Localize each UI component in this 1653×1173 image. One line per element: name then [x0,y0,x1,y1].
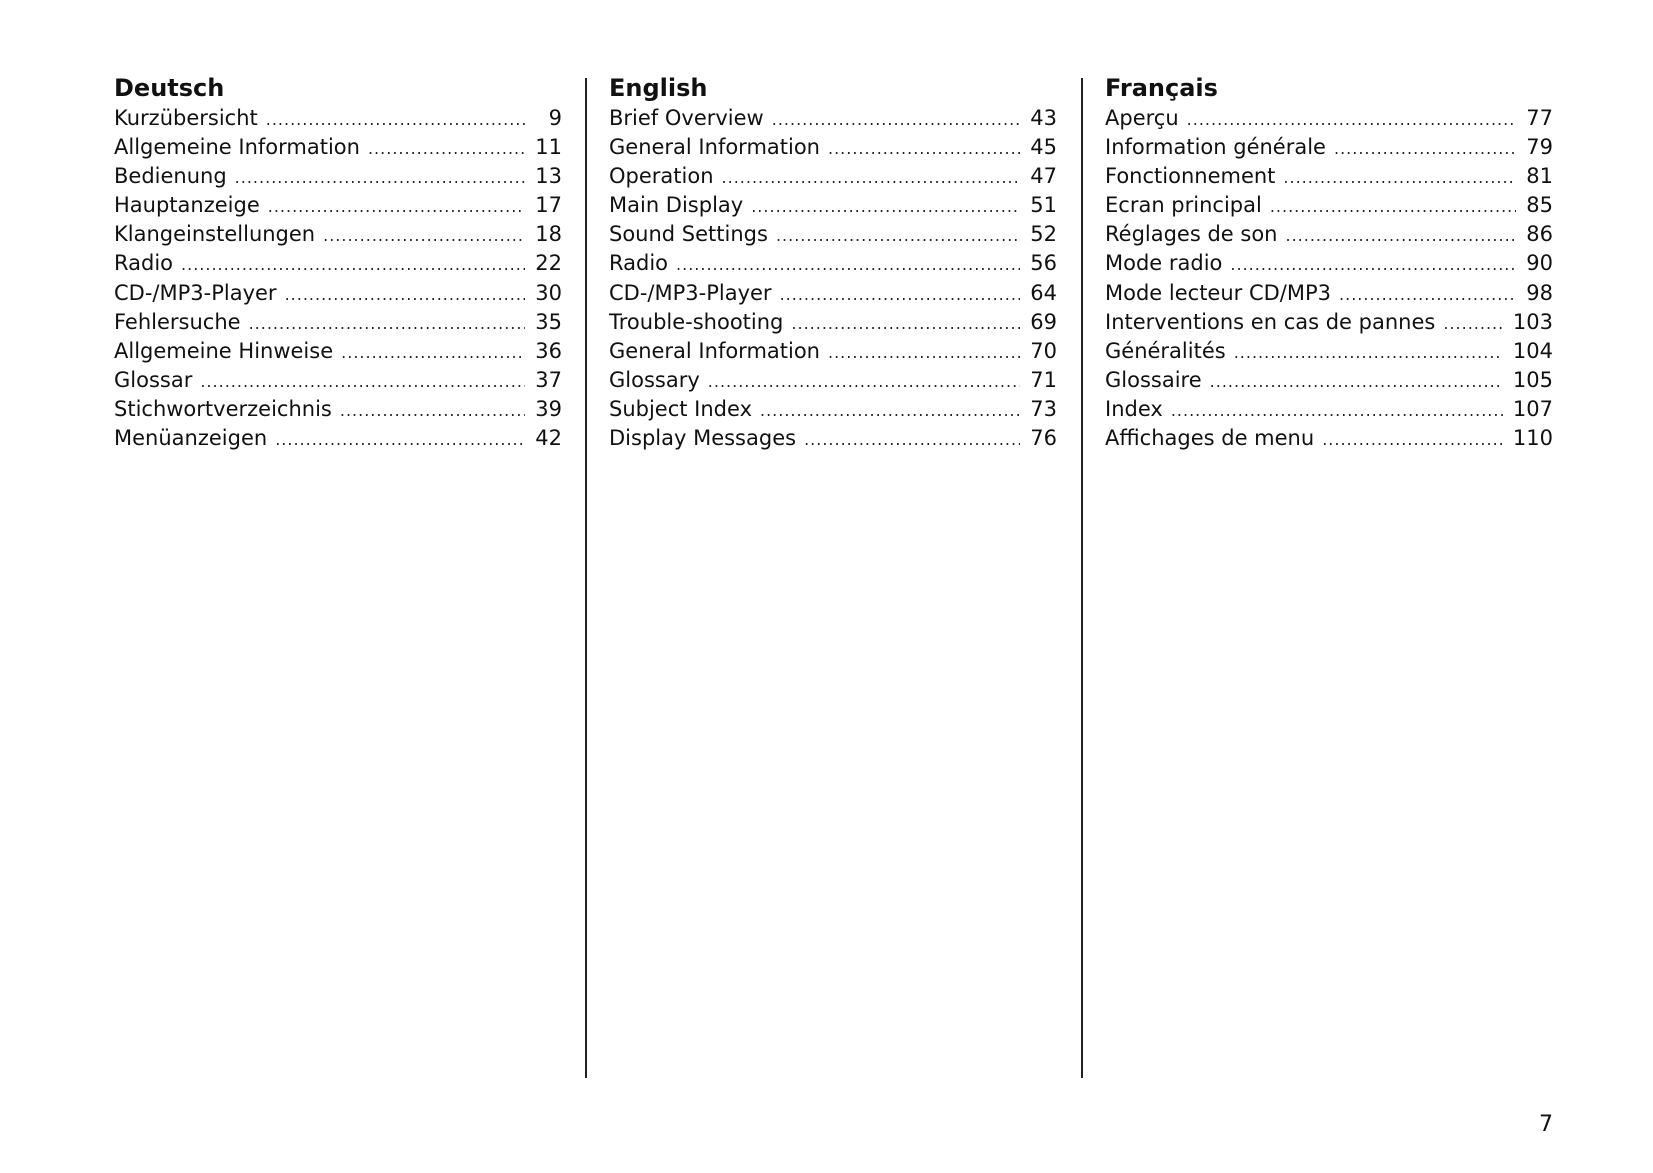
toc-entry-page: 81 [1526,164,1553,189]
dot-leader [804,425,1020,454]
toc-entry-label: Réglages de son [1105,222,1278,247]
toc-entry[interactable] [609,249,1057,278]
toc-entry[interactable] [609,395,1057,424]
dot-leader [828,134,1020,163]
dot-leader [1230,250,1516,279]
toc-entry-page: 86 [1526,222,1553,247]
dot-leader [323,221,525,250]
toc-entry-label: Main Display [609,193,744,218]
toc-entry[interactable] [114,249,562,278]
toc-entry[interactable] [1105,308,1553,337]
toc-entry-label: Radio [114,251,174,276]
toc-entry-page: 69 [1030,309,1057,334]
toc-entry[interactable] [114,395,562,424]
toc-entry[interactable] [114,220,562,249]
toc-entry-label: General Information [609,338,820,363]
toc-entry[interactable] [1105,279,1553,308]
toc-entry[interactable] [609,220,1057,249]
toc-entry-label: Sound Settings [609,222,768,247]
toc-entry-page: 51 [1030,193,1057,218]
toc-entry[interactable] [609,366,1057,395]
toc-entry-page: 85 [1526,193,1553,218]
dot-leader [249,309,526,338]
dot-leader [1334,134,1516,163]
toc-entry-page: 13 [535,164,562,189]
toc-entry-page: 17 [535,193,562,218]
toc-entry-label: Hauptanzeige [114,193,260,218]
dot-leader [200,367,525,396]
page-number: 7 [1539,1112,1553,1137]
toc-column-english [609,72,1057,453]
dot-leader [1187,105,1517,134]
toc-entry-page: 105 [1512,367,1553,392]
toc-entry[interactable] [609,308,1057,337]
dot-leader [340,396,525,425]
dot-leader [268,192,526,221]
toc-entry[interactable] [114,366,562,395]
toc-entry[interactable] [114,191,562,220]
toc-entry-page: 103 [1512,309,1553,334]
toc-entry-page: 30 [535,280,562,305]
toc-entry-label: Glossaire [1105,367,1202,392]
toc-entry-label: CD-/MP3-Player [114,280,277,305]
dot-leader [760,396,1020,425]
toc-entry-page: 47 [1030,164,1057,189]
toc-entry-page: 36 [535,338,562,363]
toc-entry-page: 70 [1030,338,1057,363]
toc-entry-page: 98 [1526,280,1553,305]
toc-entry-label: Affichages de menu [1105,426,1315,451]
toc-entry-page: 52 [1030,222,1057,247]
toc-entry[interactable] [1105,424,1553,453]
toc-entry-label: Fehlersuche [114,309,241,334]
toc-entry-page: 22 [535,251,562,276]
toc-entry-label: Généralités [1105,338,1226,363]
dot-leader [235,163,526,192]
toc-entry-page: 107 [1512,396,1553,421]
dot-leader [266,105,528,134]
toc-entry-label: Aperçu [1105,106,1179,130]
dot-leader [368,134,525,163]
column-title: English [609,74,708,102]
toc-entry-page: 76 [1030,426,1057,451]
toc-entry-label: Menüanzeigen [114,426,268,451]
toc-entry-label: Information générale [1105,135,1326,160]
column-divider [1081,78,1083,1078]
toc-entry-label: Brief Overview [609,106,764,130]
toc-entry-page: 56 [1030,251,1057,276]
toc-column-francais [1105,72,1553,453]
toc-entry-label: Glossar [114,367,193,392]
toc-entry-label: Fonctionnement [1105,164,1276,189]
dot-leader [828,338,1020,367]
toc-entry[interactable] [114,133,562,162]
toc-entry-page: 90 [1526,251,1553,276]
toc-entry-label: Interventions en cas de pannes [1105,309,1436,334]
toc-entry-page: 35 [535,309,562,334]
toc-entry-page: 42 [535,426,562,451]
toc-entry-page: 18 [535,222,562,247]
toc-entry-label: Allgemeine Information [114,135,360,160]
toc-entry-label: General Information [609,135,820,160]
toc-entry-page: 37 [535,367,562,392]
dot-leader [1283,163,1516,192]
toc-entry[interactable] [1105,249,1553,278]
toc-entry[interactable] [114,308,562,337]
toc-entry-page: 110 [1512,426,1553,451]
toc-entry-page: 39 [535,396,562,421]
column-divider [585,78,587,1078]
toc-entry-label: Index [1105,396,1163,421]
toc-entry-label: Stichwortverzeichnis [114,396,332,421]
toc-entry-label: Glossary [609,367,700,392]
toc-entry[interactable] [609,424,1057,453]
dot-leader [780,280,1021,309]
toc-list [1105,104,1553,453]
toc-list [609,104,1057,453]
toc-entry-label: Trouble-shooting [609,309,784,334]
toc-column-deutsch [114,72,562,453]
dot-leader [708,367,1020,396]
dot-leader [1210,367,1503,396]
toc-entry[interactable] [114,279,562,308]
toc-entry-label: Mode lecteur CD/MP3 [1105,280,1332,305]
toc-entry[interactable] [609,104,1057,133]
dot-leader [776,221,1020,250]
toc-entry-label: Klangeinstellungen [114,222,316,247]
toc-entry[interactable] [1105,220,1553,249]
toc-entry-label: Radio [609,251,669,276]
column-title: Français [1105,74,1218,102]
toc-entry-label: Display Messages [609,426,797,451]
toc-entry[interactable] [609,337,1057,366]
toc-entry[interactable] [1105,337,1553,366]
toc-entry[interactable] [609,191,1057,220]
toc-entry-page: 104 [1512,338,1553,363]
dot-leader [772,105,1021,134]
dot-leader [1322,425,1503,454]
dot-leader [1270,192,1516,221]
toc-entry-page: 77 [1526,106,1553,130]
toc-entry-page: 79 [1526,135,1553,160]
toc-entry-label: Operation [609,164,714,189]
column-title: Deutsch [114,74,225,102]
dot-leader [181,250,525,279]
dot-leader [791,309,1020,338]
toc-entry-label: Allgemeine Hinweise [114,338,334,363]
toc-entry[interactable] [609,279,1057,308]
toc-entry[interactable] [114,337,562,366]
toc-entry[interactable] [1105,366,1553,395]
toc-list [114,104,562,453]
toc-entry[interactable] [114,162,562,191]
toc-entry-label: Mode radio [1105,251,1223,276]
dot-leader [751,192,1020,221]
toc-entry[interactable] [609,133,1057,162]
toc-entry[interactable] [1105,133,1553,162]
dot-leader [341,338,525,367]
dot-leader [275,425,525,454]
toc-entry-page: 64 [1030,280,1057,305]
toc-entry[interactable] [609,162,1057,191]
toc-entry-page: 71 [1030,367,1057,392]
toc-entry[interactable] [1105,395,1553,424]
dot-leader [1443,309,1503,338]
toc-entry[interactable] [1105,104,1553,133]
toc-entry-page: 73 [1030,396,1057,421]
toc-entry-page: 43 [1030,106,1057,130]
toc-entry-label: Ecran principal [1105,193,1262,218]
toc-entry-page: 9 [548,106,562,130]
toc-entry[interactable] [1105,162,1553,191]
dot-leader [1171,396,1503,425]
toc-entry[interactable] [1105,191,1553,220]
toc-entry[interactable] [114,104,562,133]
toc-entry-label: Kurzübersicht [114,106,258,130]
dot-leader [1339,280,1516,309]
dot-leader [676,250,1020,279]
dot-leader [1286,221,1517,250]
toc-entry-page: 11 [535,135,562,160]
toc-entry[interactable] [114,424,562,453]
toc-entry-page: 45 [1030,135,1057,160]
dot-leader [285,280,526,309]
dot-leader [1234,338,1503,367]
toc-entry-label: CD-/MP3-Player [609,280,772,305]
toc-entry-label: Bedienung [114,164,227,189]
toc-entry-label: Subject Index [609,396,752,421]
dot-leader [722,163,1021,192]
